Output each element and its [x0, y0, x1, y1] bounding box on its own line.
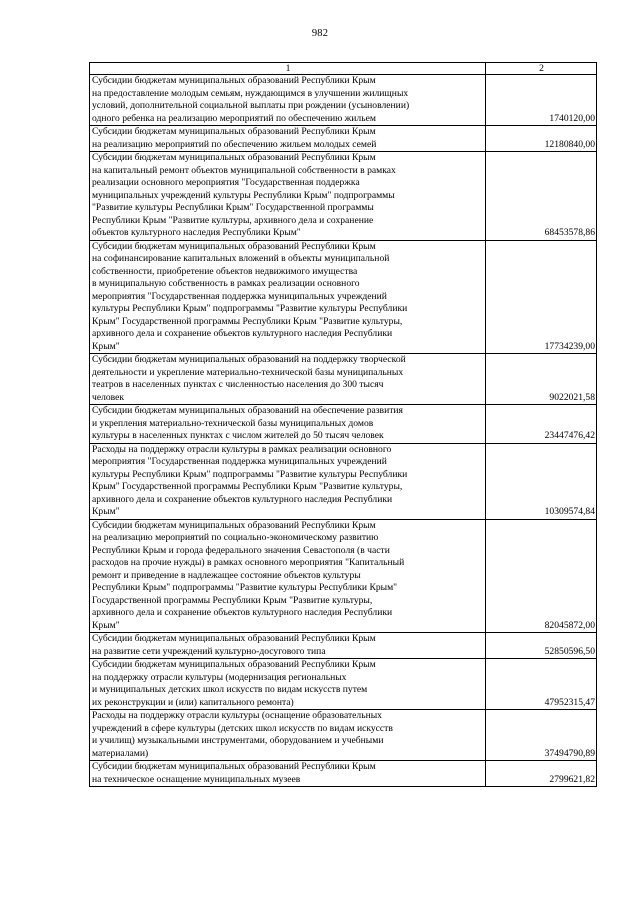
- description-line: театров в населенных пунктах с численностью населения до 300 тысяч: [92, 379, 384, 390]
- description-line: "Развитие культуры Республики Крым" Государственной программы: [92, 202, 374, 213]
- description-line: собственности, приобретение объектов недвижимого имущества: [92, 265, 358, 277]
- page-number: 982: [311, 28, 329, 39]
- column-header-amount: 2: [486, 63, 597, 75]
- description-line: на реализацию мероприятий по социально-экономическому развитию: [92, 532, 379, 543]
- description-line: мероприятия "Государственная поддержка муниципальных учреждений: [92, 456, 387, 467]
- description-line: Государственной программы Республики Крым "Развитие культуры,: [92, 594, 373, 606]
- row-amount: 17734239,00: [486, 240, 597, 354]
- description-line: Расходы на поддержку отрасли культуры (оснащение образовательных: [92, 710, 382, 721]
- row-amount: 52850596,50: [486, 633, 597, 659]
- column-header-description: 1: [90, 63, 486, 75]
- row-amount: 82045872,00: [486, 519, 597, 633]
- description-line: Субсидии бюджетам муниципальных образований на поддержку творческой: [92, 354, 406, 365]
- row-description: [90, 75, 486, 126]
- description-line: Субсидии бюджетам муниципальных образований Республики Крым: [92, 659, 376, 670]
- description-line: мероприятия "Государственная поддержка муниципальных учреждений: [92, 290, 387, 302]
- table-row: [90, 354, 597, 405]
- table-header-row: [90, 63, 597, 75]
- description-line: на поддержку отрасли культуры (модернизация региональных: [92, 671, 347, 683]
- row-description: [90, 710, 486, 761]
- table-row: [90, 75, 597, 126]
- description-line: Республики Крым и города федерального значения Севастополя (в части: [92, 544, 390, 556]
- description-line: Субсидии бюджетам муниципальных образований на обеспечение развития: [92, 405, 403, 416]
- table-row: [90, 240, 597, 354]
- table-row: [90, 710, 597, 761]
- description-line: деятельности и укрепление материально-технической базы муниципальных: [92, 366, 404, 378]
- budget-table: [89, 62, 597, 787]
- description-line: Расходы на поддержку отрасли культуры в рамках реализации основного: [92, 443, 392, 455]
- description-line: их реконструкции и (или) капитального ремонта): [92, 696, 294, 708]
- description-line: на софинансирование капитальных вложений в объекты муниципальной: [92, 253, 390, 264]
- description-line: Субсидии бюджетам муниципальных образований Республики Крым: [92, 761, 376, 772]
- description-line: одного ребенка на реализацию мероприятий по обеспечению жильем: [92, 112, 376, 124]
- description-line: Субсидии бюджетам муниципальных образований Республики Крым: [92, 75, 376, 86]
- row-description: [90, 659, 486, 710]
- row-amount: 23447476,42: [486, 405, 597, 444]
- description-line: объектов культурного наследия Республики Крым": [92, 227, 301, 238]
- description-line: реализации основного мероприятия "Государственная поддержка: [92, 177, 360, 188]
- description-line: Республики Крым "Развитие культуры, архивного дела и сохранение: [92, 214, 374, 226]
- description-line: на капитальный ремонт объектов муниципальной собственности в рамках: [92, 164, 396, 176]
- description-line: культуры Республики Крым" подпрограммы "Развитие культуры Республики: [92, 468, 408, 480]
- row-amount: 37494790,89: [486, 710, 597, 761]
- row-description: [90, 152, 486, 241]
- row-description: [90, 354, 486, 405]
- description-line: Крым" Государственной программы Республики Крым "Развитие культуры,: [92, 481, 403, 492]
- row-description: [90, 761, 486, 787]
- description-line: архивного дела и сохранение объектов культурного наследия Республики: [92, 493, 393, 505]
- description-line: на развитие сети учреждений культурно-досугового типа: [92, 645, 326, 657]
- row-amount: 47952315,47: [486, 659, 597, 710]
- description-line: Крым": [92, 340, 120, 352]
- row-amount: 2799621,82: [486, 761, 597, 787]
- row-description: [90, 405, 486, 444]
- table-row: [90, 152, 597, 241]
- description-line: ремонт и приведение в надлежащее состояние объектов культуры: [92, 569, 361, 581]
- row-description: [90, 126, 486, 152]
- description-line: архивного дела и сохранение объектов культурного наследия Республики: [92, 328, 393, 339]
- description-line: материалами): [92, 747, 149, 759]
- description-line: расходов на прочие нужды) в рамках основного мероприятия "Капитальный: [92, 557, 405, 568]
- description-line: культуры Республики Крым" подпрограммы "Развитие культуры Республики: [92, 303, 408, 314]
- description-line: Субсидии бюджетам муниципальных образований Республики Крым: [92, 519, 376, 531]
- description-line: Субсидии бюджетам муниципальных образований Республики Крым: [92, 126, 376, 137]
- description-line: Субсидии бюджетам муниципальных образований Республики Крым: [92, 152, 376, 163]
- description-line: на предоставление молодым семьям, нуждающимся в улучшении жилищных: [92, 87, 409, 99]
- description-line: и укрепления материально-технической базы муниципальных домов: [92, 417, 374, 429]
- description-line: Республики Крым" подпрограммы "Развитие культуры Республики Крым": [92, 582, 398, 593]
- description-line: Субсидии бюджетам муниципальных образований Республики Крым: [92, 633, 376, 644]
- row-description: [90, 633, 486, 659]
- description-line: муниципальных учреждений культуры Республики Крым" подпрограммы: [92, 189, 395, 201]
- row-description: [90, 240, 486, 354]
- description-line: архивного дела и сохранение объектов культурного наследия Республики: [92, 607, 393, 618]
- row-amount: 1740120,00: [486, 75, 597, 126]
- description-line: в муниципальную собственность в рамках реализации основного: [92, 278, 360, 289]
- row-description: [90, 519, 486, 633]
- description-line: Крым": [92, 619, 120, 631]
- description-line: человек: [92, 391, 125, 403]
- description-line: Крым" Государственной программы Республики Крым "Развитие культуры,: [92, 315, 403, 327]
- description-line: и муниципальных детских школ искусств по видам искусств путем: [92, 684, 368, 695]
- description-line: условий, дополнительной социальной выплаты при рождении (усыновлении): [92, 100, 410, 111]
- description-line: и училищ) музыкальными инструментами, оборудованием и учебными: [92, 735, 384, 746]
- row-amount: 68453578,86: [486, 152, 597, 241]
- table-row: [90, 519, 597, 633]
- description-line: культуры в населенных пунктах с числом жителей до 50 тысяч человек: [92, 430, 384, 441]
- table-row: [90, 126, 597, 152]
- row-amount: 10309574,84: [486, 443, 597, 519]
- row-description: [90, 443, 486, 519]
- row-amount: 12180840,00: [486, 126, 597, 152]
- description-line: Субсидии бюджетам муниципальных образований Республики Крым: [92, 240, 376, 252]
- description-line: на техническое оснащение муниципальных музеев: [92, 773, 301, 785]
- description-line: на реализацию мероприятий по обеспечению жильем молодых семей: [92, 138, 377, 150]
- table-row: [90, 633, 597, 659]
- table-row: [90, 405, 597, 444]
- table-row: [90, 659, 597, 710]
- table-row: [90, 761, 597, 787]
- row-amount: 9022021,58: [486, 354, 597, 405]
- table-row: [90, 443, 597, 519]
- description-line: учреждений в сфере культуры (детских школ искусств по видам искусств: [92, 722, 393, 734]
- description-line: Крым": [92, 506, 120, 517]
